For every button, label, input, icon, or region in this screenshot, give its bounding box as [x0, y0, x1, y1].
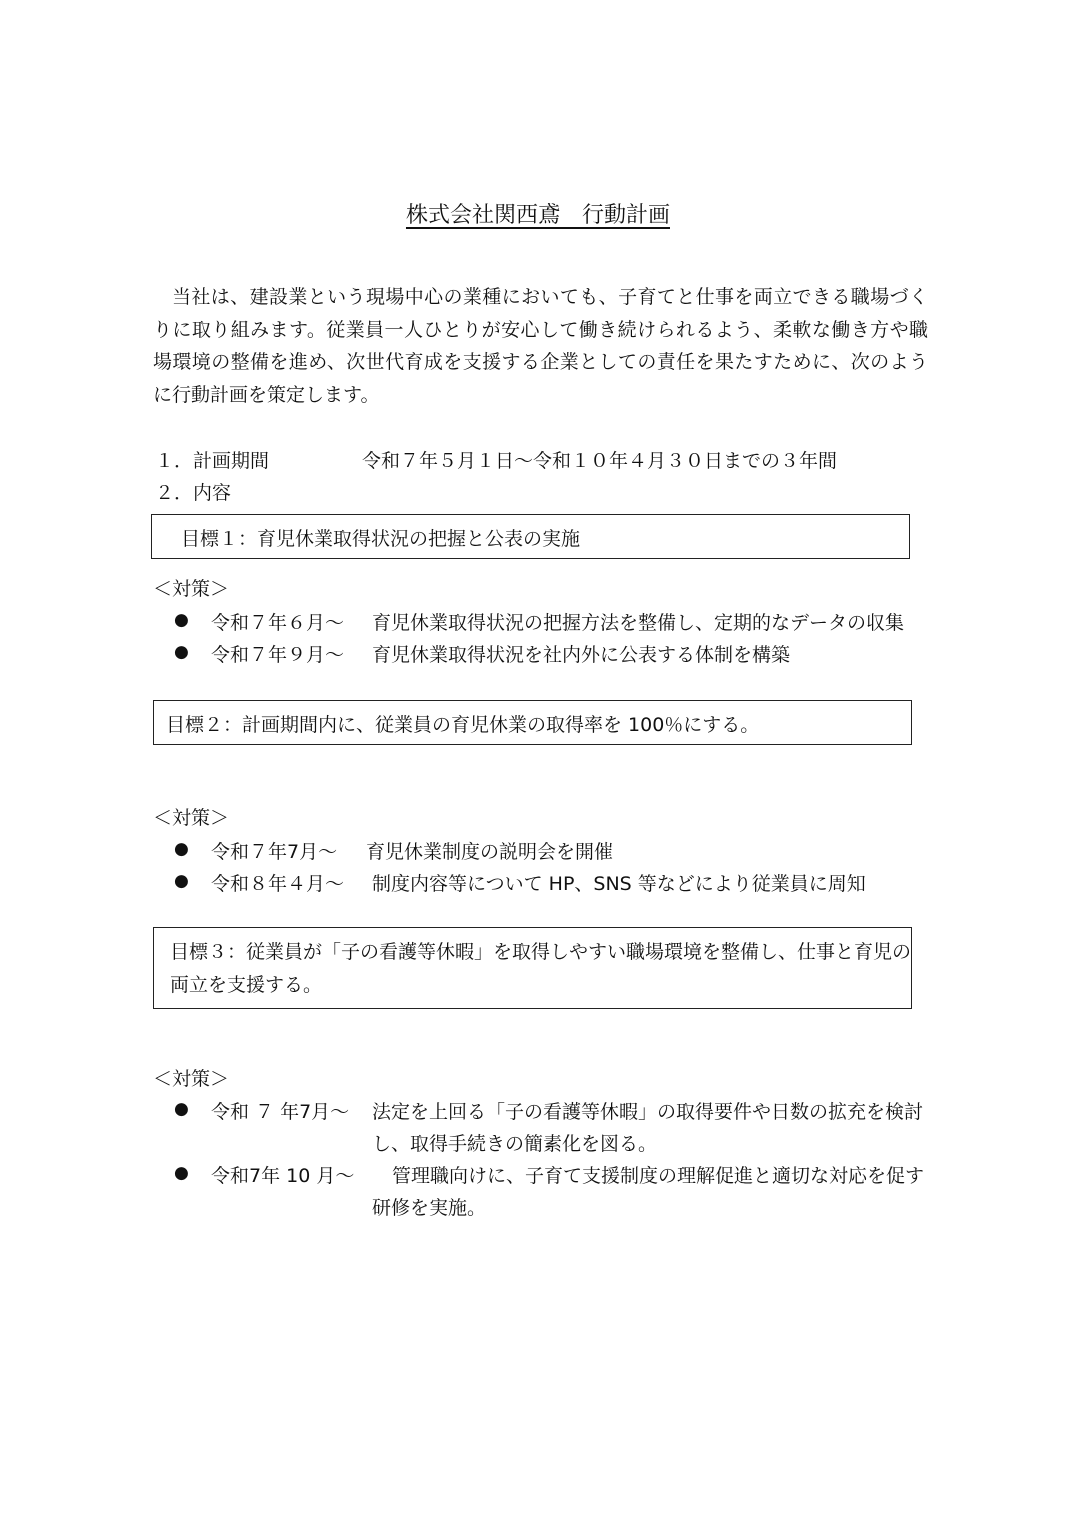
measure-3-1-text-line1: 法定を上回る「子の看護等休暇」の取得要件や日数の拡充を検討	[372, 1101, 924, 1123]
intro-paragraph: 当社は、建設業という現場中心の業種においても、子育てと仕事を両立できる職場づくりに取り組みます。従業員一人ひとりが安心して働き続けられるよう、柔軟な働き方や職場環境の整備を進め、次世代育成を支援する企業としての責任を果たすために、次のように行動計画を策定します。	[153, 286, 928, 406]
measure-2-2-date: 令和８年４月～	[211, 873, 345, 895]
measure-1-1-date: 令和７年６月～	[211, 612, 345, 634]
goal-2-text: 目標２：計画期間内に、従業員の育児休業の取得率を 100％にする。	[166, 714, 760, 736]
bullet-icon: ●	[174, 642, 189, 662]
bullet-icon: ●	[174, 1163, 189, 1183]
goal-1-box	[151, 514, 910, 559]
measure-2-2-text: 制度内容等について HP、SNS 等などにより従業員に周知	[372, 873, 866, 895]
bullet-icon: ●	[174, 1099, 189, 1119]
bullet-icon: ●	[174, 839, 189, 859]
goal-3-measures-label: ＜対策＞	[153, 1068, 230, 1090]
bullet-icon: ●	[174, 871, 189, 891]
goal-3-text-line2: 両立を支援する。	[170, 974, 323, 996]
measure-3-2-date: 令和7年 10 月～	[211, 1165, 355, 1187]
goal-2-box	[153, 700, 912, 745]
section-content-label: ２．内容	[155, 482, 232, 504]
measure-3-2-text-line1: 管理職向けに、子育て支援制度の理解促進と適切な対応を促す	[392, 1165, 925, 1187]
document-title: 株式会社関西鳶 行動計画	[405, 203, 670, 228]
measure-1-1-text: 育児休業取得状況の把握方法を整備し、定期的なデータの収集	[372, 612, 905, 634]
goal-1-text: 目標１：育児休業取得状況の把握と公表の実施	[181, 528, 581, 550]
bullet-icon: ●	[174, 610, 189, 630]
section-period-value: 令和７年５月１日～令和１０年４月３０日までの３年間	[362, 450, 838, 472]
measure-1-2-date: 令和７年９月～	[211, 644, 345, 666]
goal-1-measures-label: ＜対策＞	[153, 578, 230, 600]
measure-3-1-text-line2: し、取得手続きの簡素化を図る。	[372, 1133, 658, 1155]
goal-3-box	[153, 927, 912, 1009]
goal-3-text-line1: 目標３：従業員が「子の看護等休暇」を取得しやすい職場環境を整備し、仕事と育児の	[170, 941, 912, 963]
measure-2-1-text: 育児休業制度の説明会を開催	[366, 841, 614, 863]
measure-2-1-date: 令和７年7月～	[211, 841, 338, 863]
section-period-label: １．計画期間	[155, 450, 270, 472]
measure-1-2-text: 育児休業取得状況を社内外に公表する体制を構築	[372, 644, 791, 666]
goal-2-measures-label: ＜対策＞	[153, 807, 230, 829]
measure-3-1-date: 令和 ７ 年7月～	[211, 1101, 350, 1123]
measure-3-2-text-line2: 研修を実施。	[372, 1197, 487, 1219]
